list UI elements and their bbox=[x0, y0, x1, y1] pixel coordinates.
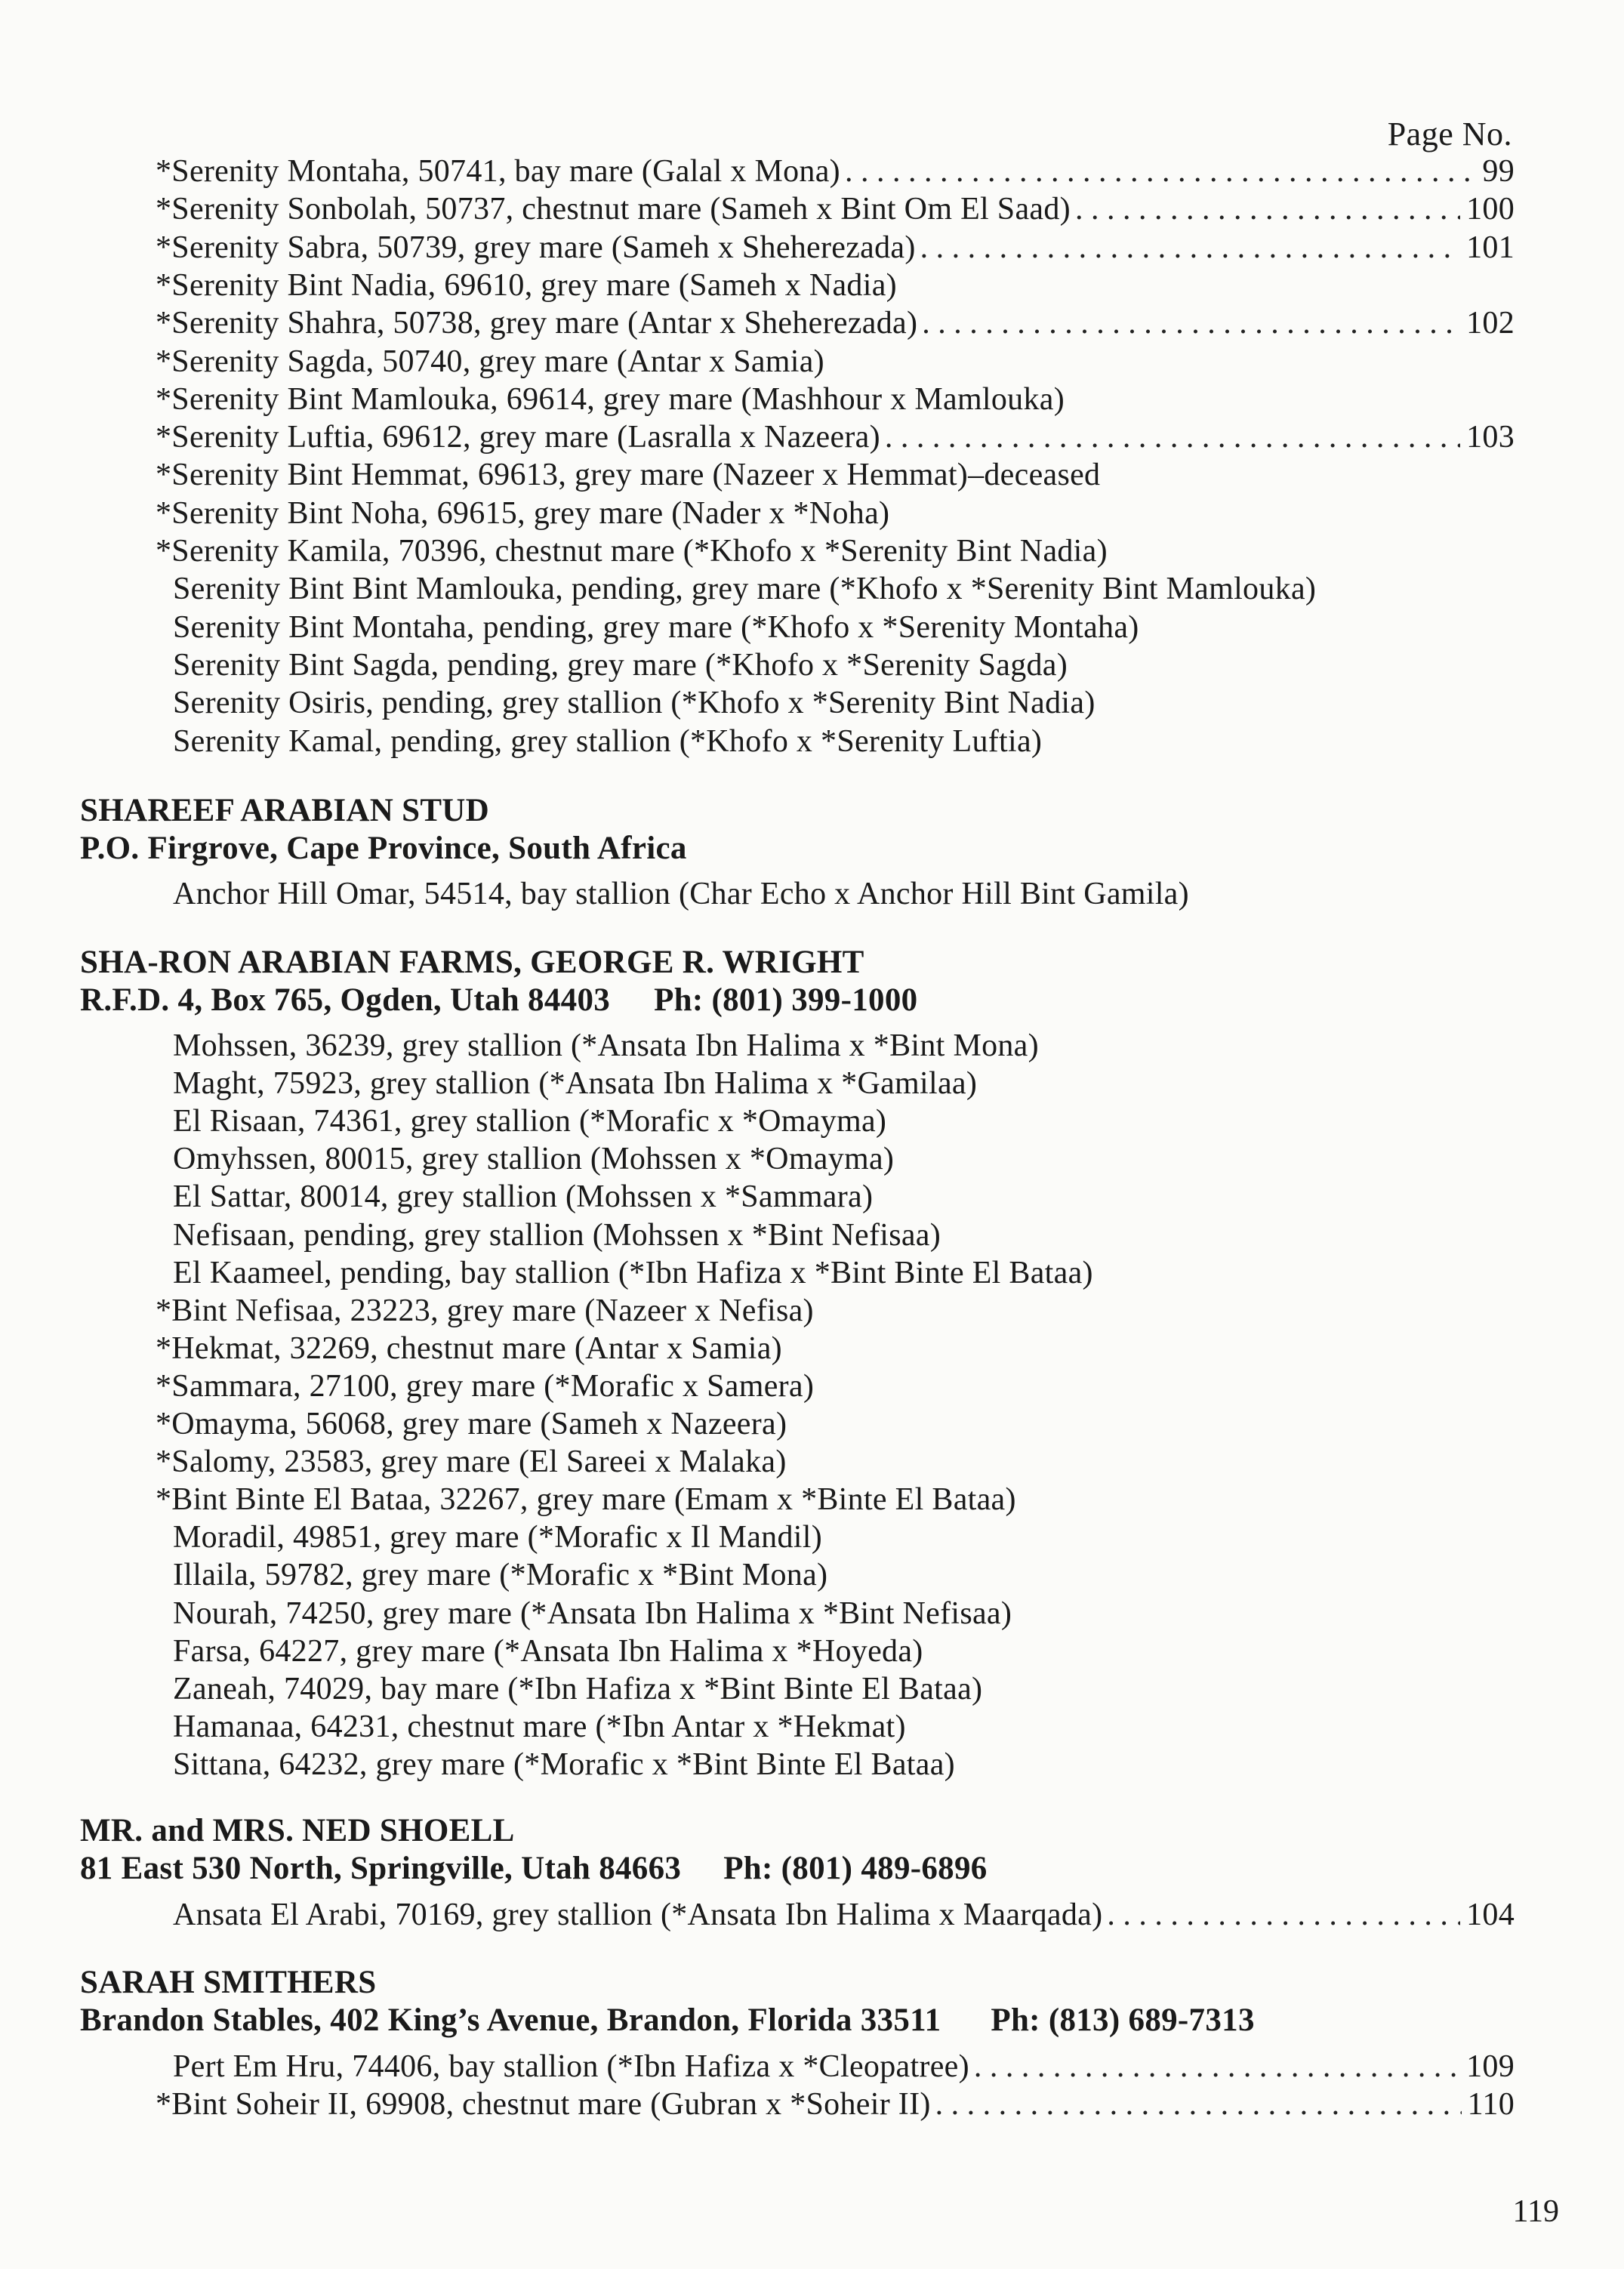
entry-text: Serenity Osiris, pending, grey stallion (*Khofo x *Serenity Bint Nadia) bbox=[173, 686, 1096, 721]
breeder-name-shareef: SHAREEF ARABIAN STUD bbox=[80, 793, 490, 828]
entry-text: Serenity Bint Bint Mamlouka, pending, grey mare (*Khofo x *Serenity Bint Mamlouka) bbox=[173, 572, 1317, 607]
entry-text: *Serenity Luftia, 69612, grey mare (Lasralla x Nazeera) bbox=[156, 420, 880, 455]
page-number: 119 bbox=[1512, 2194, 1559, 2229]
entry-text: Pert Em Hru, 74406, bay stallion (*Ibn Hafiza x *Cleopatree) bbox=[173, 2049, 969, 2084]
breeder-address-smithers: Brandon Stables, 402 King’s Avenue, Brandon, Florida 33511 bbox=[80, 2002, 941, 2038]
entry-line bbox=[173, 684, 1096, 722]
entry-text: Zaneah, 74029, bay mare (*Ibn Hafiza x *Bint Binte El Bataa) bbox=[173, 1671, 983, 1706]
dot-leader bbox=[1075, 190, 1460, 228]
entry-text: *Serenity Bint Hemmat, 69613, grey mare (Nazeer x Hemmat)–deceased bbox=[156, 458, 1101, 493]
entry-line bbox=[156, 229, 1515, 267]
entry-page-number: 102 bbox=[1466, 306, 1515, 341]
entry-text: *Serenity Bint Nadia, 69610, grey mare (Sameh x Nadia) bbox=[156, 267, 897, 303]
entry-text: *Serenity Sagda, 50740, grey mare (Antar x Samia) bbox=[156, 344, 824, 379]
entry-line bbox=[173, 1027, 1039, 1065]
entry-line bbox=[156, 1405, 787, 1443]
entry-text: Hamanaa, 64231, chestnut mare (*Ibn Antar x *Hekmat) bbox=[173, 1709, 906, 1744]
entry-text: *Serenity Bint Mamlouka, 69614, grey mare (Mashhour x Mamlouka) bbox=[156, 381, 1065, 417]
entry-text: Moradil, 49851, grey mare (*Morafic x Il Mandil) bbox=[173, 1520, 822, 1555]
entry-line bbox=[173, 723, 1042, 760]
entry-text: *Salomy, 23583, grey mare (El Sareei x Malaka) bbox=[156, 1444, 787, 1480]
entry-line bbox=[156, 418, 1515, 456]
entry-line bbox=[173, 1216, 941, 1254]
entry-text: Sittana, 64232, grey mare (*Morafic x *Bint Binte El Bataa) bbox=[173, 1746, 955, 1782]
entry-line bbox=[173, 1102, 886, 1140]
entry-line bbox=[173, 1556, 827, 1594]
entry-line bbox=[156, 1481, 1016, 1518]
entry-line bbox=[156, 1443, 787, 1481]
breeder-name-smithers: SARAH SMITHERS bbox=[80, 1965, 377, 2000]
entry-text: Nefisaan, pending, grey stallion (Mohssen x *Bint Nefisaa) bbox=[173, 1217, 941, 1253]
entry-line bbox=[173, 1896, 1515, 1934]
entry-line bbox=[173, 1708, 906, 1746]
entry-line bbox=[156, 1367, 814, 1405]
entry-page-number: 101 bbox=[1466, 230, 1515, 265]
entry-text: Illaila, 59782, grey mare (*Morafic x *Bint Mona) bbox=[173, 1558, 828, 1593]
entry-line bbox=[156, 2086, 1515, 2123]
entry-line bbox=[173, 1518, 822, 1556]
entry-text: Ansata El Arabi, 70169, grey stallion (*Ansata Ibn Halima x Maarqada) bbox=[173, 1898, 1103, 1932]
breeder-name-shoell: MR. and MRS. NED SHOELL bbox=[80, 1813, 515, 1848]
entry-line bbox=[156, 381, 1065, 418]
entry-line bbox=[173, 609, 1139, 646]
dot-leader bbox=[974, 2048, 1460, 2086]
breeder-phone-sharon: Ph: (801) 399-1000 bbox=[654, 982, 918, 1018]
breeder-address-line-smithers bbox=[80, 2002, 1255, 2039]
entry-text: Serenity Kamal, pending, grey stallion (*Khofo x *Serenity Luftia) bbox=[173, 723, 1043, 759]
entry-line bbox=[156, 532, 1108, 570]
entry-line bbox=[173, 1746, 955, 1783]
entry-text: *Sammara, 27100, grey mare (*Morafic x Samera) bbox=[156, 1368, 815, 1404]
breeder-address-sharon: R.F.D. 4, Box 765, Ogden, Utah 84403 bbox=[80, 982, 611, 1018]
entry-text: Maght, 75923, grey stallion (*Ansata Ibn Halima x *Gamilaa) bbox=[173, 1066, 978, 1102]
entry-line bbox=[173, 1670, 982, 1708]
entry-line bbox=[173, 1595, 1012, 1632]
entry-text: *Serenity Shahra, 50738, grey mare (Antar x Sheherezada) bbox=[156, 306, 918, 341]
entry-line bbox=[156, 304, 1515, 342]
entry-line bbox=[173, 2048, 1515, 2086]
entry-line bbox=[173, 646, 1068, 684]
entry-line bbox=[173, 1178, 873, 1216]
entry-page-number: 104 bbox=[1466, 1898, 1515, 1932]
entry-text: *Serenity Kamila, 70396, chestnut mare (*Khofo x *Serenity Bint Nadia) bbox=[156, 534, 1108, 569]
entry-line bbox=[173, 1254, 1093, 1292]
breeder-address-line-sharon bbox=[80, 982, 917, 1019]
entry-text: *Serenity Sabra, 50739, grey mare (Sameh x Sheherezada) bbox=[156, 230, 916, 265]
entry-text: *Serenity Bint Noha, 69615, grey mare (Nader x *Noha) bbox=[156, 495, 890, 531]
entry-line bbox=[173, 1140, 894, 1178]
page-no-column-header: Page No. bbox=[1387, 116, 1512, 153]
entry-text: El Sattar, 80014, grey stallion (Mohssen x *Sammara) bbox=[173, 1179, 874, 1215]
entry-text: Nourah, 74250, grey mare (*Ansata Ibn Halima x *Bint Nefisaa) bbox=[173, 1595, 1012, 1631]
dot-leader bbox=[935, 2086, 1462, 2123]
entry-text: *Bint Binte El Bataa, 32267, grey mare (Emam x *Binte El Bataa) bbox=[156, 1482, 1016, 1518]
entry-page-number: 103 bbox=[1466, 420, 1515, 455]
dot-leader bbox=[920, 229, 1460, 267]
entry-text: *Omayma, 56068, grey mare (Sameh x Nazeera) bbox=[156, 1407, 787, 1441]
dot-leader bbox=[922, 304, 1460, 342]
breeder-address-line-shoell bbox=[80, 1850, 988, 1888]
entry-line bbox=[156, 1330, 782, 1367]
dot-leader bbox=[1107, 1896, 1460, 1934]
entry-text: El Kaameel, pending, bay stallion (*Ibn Hafiza x *Bint Binte El Bataa) bbox=[173, 1255, 1093, 1290]
entry-line bbox=[173, 570, 1316, 608]
entry-page-number: 110 bbox=[1467, 2087, 1515, 2122]
entry-line bbox=[156, 153, 1515, 190]
dot-leader bbox=[845, 153, 1476, 190]
entry-page-number: 109 bbox=[1466, 2049, 1515, 2084]
entry-text: *Hekmat, 32269, chestnut mare (Antar x Samia) bbox=[156, 1330, 782, 1366]
entry-text: *Serenity Sonbolah, 50737, chestnut mare (Sameh x Bint Om El Saad) bbox=[156, 192, 1071, 227]
entry-line bbox=[156, 267, 897, 304]
breeder-name-sharon: SHA-RON ARABIAN FARMS, GEORGE R. WRIGHT bbox=[80, 945, 864, 980]
entry-line bbox=[173, 875, 1189, 913]
entry-text: Serenity Bint Sagda, pending, grey mare (*Khofo x *Serenity Sagda) bbox=[173, 647, 1068, 683]
entry-line bbox=[156, 495, 889, 532]
breeder-phone-smithers: Ph: (813) 689-7313 bbox=[991, 2002, 1255, 2038]
entry-text: Anchor Hill Omar, 54514, bay stallion (Char Echo x Anchor Hill Bint Gamila) bbox=[173, 877, 1189, 911]
breeder-phone-shoell: Ph: (801) 489-6896 bbox=[723, 1851, 988, 1886]
entry-line bbox=[156, 343, 824, 381]
entry-text: *Serenity Montaha, 50741, bay mare (Galal x Mona) bbox=[156, 154, 840, 189]
entry-text: Farsa, 64227, grey mare (*Ansata Ibn Halima x *Hoyeda) bbox=[173, 1633, 923, 1669]
breeder-address-shareef: P.O. Firgrove, Cape Province, South Africa bbox=[80, 831, 687, 866]
entry-line bbox=[173, 1632, 923, 1670]
entry-text: *Bint Nefisaa, 23223, grey mare (Nazeer x Nefisa) bbox=[156, 1293, 814, 1328]
dot-leader bbox=[885, 418, 1460, 456]
entry-line bbox=[173, 1065, 977, 1102]
entry-line bbox=[156, 1292, 814, 1330]
entry-text: Serenity Bint Montaha, pending, grey mare (*Khofo x *Serenity Montaha) bbox=[173, 609, 1139, 645]
entry-line bbox=[156, 456, 1100, 494]
entry-line bbox=[156, 190, 1515, 228]
entry-text: Omyhssen, 80015, grey stallion (Mohssen x *Omayma) bbox=[173, 1142, 895, 1177]
entry-page-number: 100 bbox=[1466, 192, 1515, 227]
entry-text: Mohssen, 36239, grey stallion (*Ansata Ibn Halima x *Bint Mona) bbox=[173, 1028, 1039, 1063]
entry-text: El Risaan, 74361, grey stallion (*Morafic x *Omayma) bbox=[173, 1104, 887, 1139]
entry-text: *Bint Soheir II, 69908, chestnut mare (Gubran x *Soheir II) bbox=[156, 2087, 931, 2122]
entry-page-number: 99 bbox=[1482, 154, 1515, 189]
breeder-address-shoell: 81 East 530 North, Springville, Utah 84663 bbox=[80, 1851, 682, 1886]
